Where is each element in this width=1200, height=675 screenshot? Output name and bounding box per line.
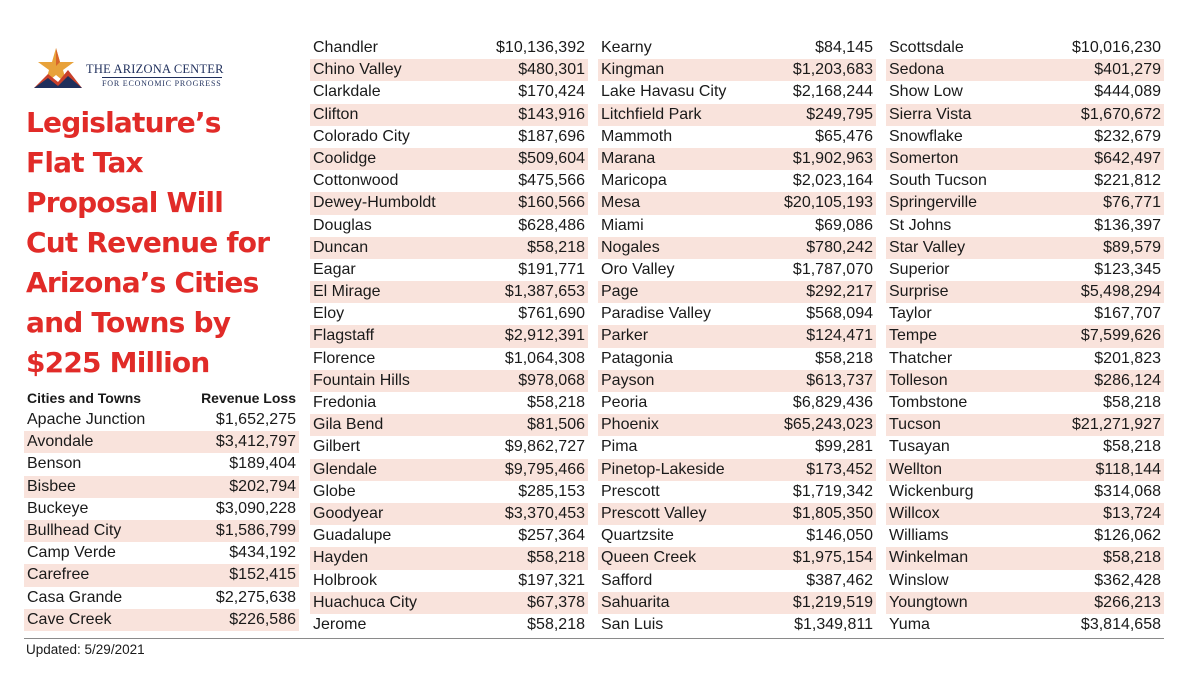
city-name: Fredonia — [313, 394, 377, 411]
city-name: Pinetop-Lakeside — [601, 460, 725, 478]
table-row — [886, 414, 1164, 436]
revenue-loss-value: $1,219,519 — [792, 593, 873, 611]
table-row — [310, 392, 588, 414]
city-name: Guadalupe — [313, 527, 392, 545]
city-name: Parker — [601, 327, 649, 345]
table-row — [310, 81, 588, 103]
revenue-loss-value: $58,218 — [815, 349, 873, 367]
city-name: Pima — [601, 438, 638, 456]
city-name: Show Low — [889, 83, 963, 101]
table-row — [310, 481, 588, 503]
city-name: Gilbert — [313, 438, 361, 456]
revenue-loss-value: $226,586 — [229, 610, 296, 628]
city-name: Springerville — [889, 194, 978, 212]
revenue-loss-value: $76,771 — [1103, 194, 1161, 212]
revenue-loss-value: $1,975,154 — [792, 549, 873, 567]
city-name: Tucson — [889, 416, 941, 434]
table-row — [310, 525, 588, 547]
table-row — [310, 414, 588, 436]
table-row — [598, 614, 876, 636]
revenue-loss-value: $628,486 — [518, 216, 585, 234]
headline-line: Flat Tax — [26, 146, 143, 179]
table-row — [24, 453, 299, 475]
city-name: Phoenix — [601, 416, 659, 434]
city-name: Apache Junction — [27, 411, 146, 428]
revenue-loss-value: $1,902,963 — [792, 149, 873, 167]
table-row — [886, 325, 1164, 347]
table-header — [24, 387, 299, 409]
city-name: Casa Grande — [27, 588, 123, 606]
revenue-loss-value: $292,217 — [806, 283, 873, 301]
table-row — [24, 476, 299, 498]
city-name: Benson — [27, 455, 82, 473]
table-row — [886, 126, 1164, 148]
revenue-loss-value: $123,345 — [1094, 260, 1161, 278]
table-row — [886, 259, 1164, 281]
revenue-loss-value: $191,771 — [518, 260, 585, 278]
city-name: Cave Creek — [27, 610, 112, 628]
revenue-loss-value: $568,094 — [806, 305, 873, 323]
revenue-loss-value: $170,424 — [518, 83, 585, 101]
table-row — [310, 303, 588, 325]
revenue-loss-value: $1,652,275 — [215, 411, 296, 428]
city-name: Chandler — [313, 39, 378, 56]
revenue-loss-value: $5,498,294 — [1080, 283, 1161, 301]
revenue-loss-value: $118,144 — [1095, 460, 1161, 478]
table-row — [886, 459, 1164, 481]
city-name: Star Valley — [889, 238, 966, 256]
table-row — [598, 192, 876, 214]
city-name: Holbrook — [313, 571, 378, 589]
table-row — [886, 481, 1164, 503]
city-name: El Mirage — [313, 283, 381, 301]
city-name: Lake Havasu City — [601, 83, 727, 101]
table-row — [598, 281, 876, 303]
revenue-loss-value: $3,090,228 — [215, 499, 296, 517]
table-row — [24, 609, 299, 631]
table-row — [598, 81, 876, 103]
table-row — [598, 547, 876, 569]
revenue-loss-value: $613,737 — [806, 371, 873, 389]
city-name: Cottonwood — [313, 172, 399, 190]
city-name: Wellton — [889, 460, 943, 478]
city-name: Coolidge — [313, 149, 377, 167]
revenue-loss-value: $201,823 — [1094, 349, 1161, 367]
table-row — [886, 592, 1164, 614]
revenue-loss-value: $189,404 — [229, 455, 296, 473]
city-name: Glendale — [313, 460, 378, 478]
table-row — [598, 414, 876, 436]
city-name: Surprise — [889, 283, 949, 301]
revenue-loss-value: $3,412,797 — [215, 433, 296, 451]
city-name: Bisbee — [27, 477, 76, 495]
revenue-loss-value: $126,062 — [1094, 527, 1161, 545]
revenue-loss-value: $401,279 — [1094, 61, 1161, 79]
table-row — [598, 237, 876, 259]
city-name: Kearny — [601, 39, 652, 56]
city-name: Mesa — [601, 194, 641, 212]
table-row — [886, 303, 1164, 325]
city-name: Queen Creek — [601, 549, 697, 567]
city-name: Patagonia — [601, 349, 674, 367]
table-row — [598, 436, 876, 458]
table-row — [886, 170, 1164, 192]
city-name: Thatcher — [889, 349, 953, 367]
revenue-loss-value: $21,271,927 — [1072, 416, 1161, 434]
revenue-loss-value: $9,795,466 — [504, 460, 585, 478]
star-mountain-icon — [30, 44, 86, 96]
table-row — [310, 170, 588, 192]
table-row — [886, 81, 1164, 103]
city-name: Clifton — [313, 105, 359, 123]
city-name: Safford — [601, 571, 653, 589]
headline — [26, 103, 306, 383]
table-row — [886, 370, 1164, 392]
table-row — [886, 503, 1164, 525]
revenue-loss-value: $9,862,727 — [504, 438, 585, 456]
revenue-loss-value: $67,378 — [527, 593, 585, 611]
revenue-loss-value: $475,566 — [518, 172, 585, 190]
revenue-loss-value: $65,476 — [815, 127, 873, 145]
revenue-loss-value: $124,471 — [806, 327, 873, 345]
revenue-loss-value: $13,724 — [1103, 504, 1161, 522]
revenue-loss-value: $266,213 — [1094, 593, 1161, 611]
city-name: St Johns — [889, 216, 952, 234]
city-name: Bullhead City — [27, 521, 122, 539]
table-row — [310, 126, 588, 148]
revenue-loss-value: $58,218 — [1103, 394, 1161, 411]
headline-line: Legislature’s — [26, 106, 221, 139]
revenue-table-column-4 — [886, 37, 1164, 636]
table-row — [886, 237, 1164, 259]
city-name: Snowflake — [889, 127, 963, 145]
revenue-loss-value: $65,243,023 — [784, 416, 873, 434]
city-name: Nogales — [601, 238, 660, 256]
table-row — [886, 392, 1164, 414]
table-row — [886, 436, 1164, 458]
revenue-loss-value: $444,089 — [1094, 83, 1161, 101]
table-row — [598, 370, 876, 392]
city-name: Marana — [601, 149, 656, 167]
revenue-loss-value: $1,203,683 — [792, 61, 873, 79]
footer-divider — [24, 638, 1164, 639]
table-row — [310, 459, 588, 481]
revenue-loss-value: $978,068 — [518, 371, 585, 389]
city-name: Miami — [601, 216, 644, 234]
city-name: Sierra Vista — [889, 105, 972, 123]
revenue-loss-value: $286,124 — [1094, 371, 1161, 389]
city-name: Maricopa — [601, 172, 667, 190]
revenue-loss-value: $187,696 — [518, 127, 585, 145]
table-row — [310, 592, 588, 614]
revenue-loss-value: $58,218 — [527, 394, 585, 411]
revenue-loss-value: $10,136,392 — [496, 39, 585, 56]
revenue-loss-value: $58,218 — [527, 549, 585, 567]
city-name: Globe — [313, 482, 356, 500]
table-row — [598, 459, 876, 481]
table-row — [598, 215, 876, 237]
city-name: Camp Verde — [27, 544, 116, 562]
table-row — [310, 325, 588, 347]
city-name: Kingman — [601, 61, 665, 79]
headline-line: and Towns by — [26, 306, 231, 339]
header-revenue-loss: Revenue Loss — [201, 390, 296, 406]
table-row — [310, 570, 588, 592]
city-name: Tolleson — [889, 371, 948, 389]
city-name: Sahuarita — [601, 593, 670, 611]
city-name: Hayden — [313, 549, 369, 567]
revenue-loss-value: $257,364 — [518, 527, 585, 545]
city-name: Youngtown — [889, 593, 968, 611]
org-logo — [30, 44, 250, 96]
revenue-loss-value: $10,016,230 — [1072, 39, 1161, 56]
table-row — [310, 259, 588, 281]
city-name: Duncan — [313, 238, 369, 256]
table-row — [598, 481, 876, 503]
city-name: Paradise Valley — [601, 305, 711, 323]
revenue-loss-value: $7,599,626 — [1080, 327, 1161, 345]
revenue-loss-value: $1,719,342 — [792, 482, 873, 500]
table-row — [598, 348, 876, 370]
table-row — [886, 215, 1164, 237]
city-name: South Tucson — [889, 172, 987, 190]
city-name: Scottsdale — [889, 39, 964, 56]
city-name: Prescott Valley — [601, 504, 707, 522]
city-name: Dewey-Humboldt — [313, 194, 436, 212]
city-name: Winkelman — [889, 549, 969, 567]
revenue-table-column-3 — [598, 37, 876, 636]
table-row — [24, 520, 299, 542]
revenue-loss-value: $285,153 — [518, 482, 585, 500]
city-name: Avondale — [27, 433, 94, 451]
revenue-loss-value: $58,218 — [527, 238, 585, 256]
revenue-loss-value: $314,068 — [1094, 482, 1161, 500]
table-row — [886, 547, 1164, 569]
table-row — [310, 37, 588, 59]
city-name: Buckeye — [27, 499, 89, 517]
city-name: Gila Bend — [313, 416, 384, 434]
table-row — [598, 259, 876, 281]
table-row — [598, 570, 876, 592]
city-name: San Luis — [601, 615, 664, 633]
revenue-loss-value: $69,086 — [815, 216, 873, 234]
table-row — [24, 564, 299, 586]
table-row — [886, 104, 1164, 126]
revenue-loss-value: $1,805,350 — [792, 504, 873, 522]
revenue-loss-value: $6,829,436 — [792, 394, 873, 411]
revenue-loss-value: $1,586,799 — [215, 521, 296, 539]
revenue-loss-value: $2,275,638 — [215, 588, 296, 606]
revenue-table-column-1 — [24, 387, 299, 631]
city-name: Page — [601, 283, 639, 301]
table-row — [886, 192, 1164, 214]
table-row — [310, 237, 588, 259]
revenue-loss-value: $249,795 — [806, 105, 873, 123]
revenue-loss-value: $84,145 — [815, 39, 873, 56]
city-name: Prescott — [601, 482, 660, 500]
table-row — [310, 348, 588, 370]
table-row — [886, 59, 1164, 81]
revenue-loss-value: $202,794 — [229, 477, 296, 495]
table-row — [310, 59, 588, 81]
city-name: Goodyear — [313, 504, 384, 522]
city-name: Superior — [889, 260, 950, 278]
city-name: Taylor — [889, 305, 932, 323]
table-row — [24, 498, 299, 520]
table-row — [598, 59, 876, 81]
revenue-loss-value: $1,670,672 — [1080, 105, 1161, 123]
table-row — [310, 614, 588, 636]
revenue-loss-value: $362,428 — [1094, 571, 1161, 589]
revenue-loss-value: $58,218 — [527, 615, 585, 633]
revenue-loss-value: $434,192 — [229, 544, 296, 562]
header-cities: Cities and Towns — [27, 390, 142, 406]
city-name: Tempe — [889, 327, 938, 345]
city-name: Litchfield Park — [601, 105, 702, 123]
city-name: Somerton — [889, 149, 959, 167]
city-name: Clarkdale — [313, 83, 381, 101]
revenue-loss-value: $387,462 — [806, 571, 873, 589]
city-name: Carefree — [27, 566, 90, 584]
city-name: Eloy — [313, 305, 345, 323]
revenue-loss-value: $761,690 — [518, 305, 585, 323]
headline-line: Cut Revenue for — [26, 226, 270, 259]
revenue-loss-value: $509,604 — [518, 149, 585, 167]
table-row — [886, 570, 1164, 592]
table-row — [598, 37, 876, 59]
table-row — [310, 104, 588, 126]
revenue-loss-value: $1,787,070 — [792, 260, 873, 278]
revenue-loss-value: $81,506 — [527, 416, 585, 434]
updated-date: Updated: 5/29/2021 — [26, 642, 145, 657]
revenue-loss-value: $642,497 — [1094, 149, 1161, 167]
revenue-loss-value: $146,050 — [806, 527, 873, 545]
revenue-loss-value: $1,064,308 — [504, 349, 585, 367]
table-row — [598, 148, 876, 170]
revenue-loss-value: $143,916 — [518, 105, 585, 123]
revenue-loss-value: $3,814,658 — [1080, 615, 1161, 633]
city-name: Sedona — [889, 61, 945, 79]
revenue-loss-value: $136,397 — [1094, 216, 1161, 234]
table-row — [886, 348, 1164, 370]
city-name: Peoria — [601, 394, 648, 411]
table-row — [598, 170, 876, 192]
table-row — [598, 104, 876, 126]
revenue-loss-value: $152,415 — [229, 566, 296, 584]
revenue-loss-value: $221,812 — [1094, 172, 1161, 190]
city-name: Payson — [601, 371, 655, 389]
table-row — [310, 281, 588, 303]
city-name: Willcox — [889, 504, 940, 522]
revenue-loss-value: $1,349,811 — [794, 615, 873, 633]
table-row — [24, 542, 299, 564]
table-row — [886, 37, 1164, 59]
revenue-loss-value: $2,912,391 — [504, 327, 585, 345]
table-row — [598, 592, 876, 614]
headline-line: Arizona’s Cities — [26, 266, 259, 299]
city-name: Williams — [889, 527, 949, 545]
org-name: THE ARIZONA CENTER — [86, 62, 224, 76]
revenue-loss-value: $20,105,193 — [784, 194, 873, 212]
city-name: Jerome — [313, 615, 367, 633]
revenue-loss-value: $173,452 — [806, 460, 873, 478]
table-row — [886, 525, 1164, 547]
table-row — [598, 503, 876, 525]
city-name: Colorado City — [313, 127, 410, 145]
table-row — [310, 503, 588, 525]
revenue-loss-value: $480,301 — [518, 61, 585, 79]
table-row — [24, 409, 299, 431]
table-row — [310, 192, 588, 214]
table-row — [886, 148, 1164, 170]
table-row — [24, 431, 299, 453]
table-row — [886, 614, 1164, 636]
table-row — [598, 303, 876, 325]
revenue-loss-value: $197,321 — [518, 571, 585, 589]
city-name: Florence — [313, 349, 376, 367]
city-name: Fountain Hills — [313, 371, 410, 389]
table-row — [598, 392, 876, 414]
revenue-loss-value: $58,218 — [1103, 549, 1161, 567]
revenue-loss-value: $1,387,653 — [504, 283, 585, 301]
table-row — [310, 370, 588, 392]
table-row — [310, 148, 588, 170]
city-name: Yuma — [889, 615, 930, 633]
revenue-loss-value: $780,242 — [806, 238, 873, 256]
revenue-loss-value: $89,579 — [1103, 238, 1161, 256]
revenue-loss-value: $99,281 — [815, 438, 873, 456]
city-name: Huachuca City — [313, 593, 418, 611]
table-row — [310, 436, 588, 458]
city-name: Flagstaff — [313, 327, 375, 345]
city-name: Eagar — [313, 260, 356, 278]
revenue-table-column-2 — [310, 37, 588, 636]
revenue-loss-value: $58,218 — [1103, 438, 1161, 456]
revenue-loss-value: $160,566 — [518, 194, 585, 212]
city-name: Oro Valley — [601, 260, 675, 278]
table-row — [598, 325, 876, 347]
city-name: Chino Valley — [313, 61, 402, 79]
revenue-loss-value: $3,370,453 — [504, 504, 585, 522]
revenue-loss-value: $232,679 — [1094, 127, 1161, 145]
revenue-loss-value: $2,023,164 — [792, 172, 873, 190]
table-row — [886, 281, 1164, 303]
headline-line: $225 Million — [26, 346, 210, 379]
city-name: Tusayan — [889, 438, 950, 456]
city-name: Wickenburg — [889, 482, 974, 500]
revenue-loss-value: $2,168,244 — [792, 83, 873, 101]
city-name: Mammoth — [601, 127, 673, 145]
table-row — [24, 587, 299, 609]
city-name: Winslow — [889, 571, 949, 589]
headline-line: Proposal Will — [26, 186, 224, 219]
table-row — [310, 547, 588, 569]
org-subtitle: FOR ECONOMIC PROGRESS — [102, 79, 222, 88]
city-name: Tombstone — [889, 394, 968, 411]
city-name: Quartzsite — [601, 527, 674, 545]
table-row — [310, 215, 588, 237]
revenue-loss-value: $167,707 — [1094, 305, 1161, 323]
table-row — [598, 525, 876, 547]
city-name: Douglas — [313, 216, 372, 234]
table-row — [598, 126, 876, 148]
